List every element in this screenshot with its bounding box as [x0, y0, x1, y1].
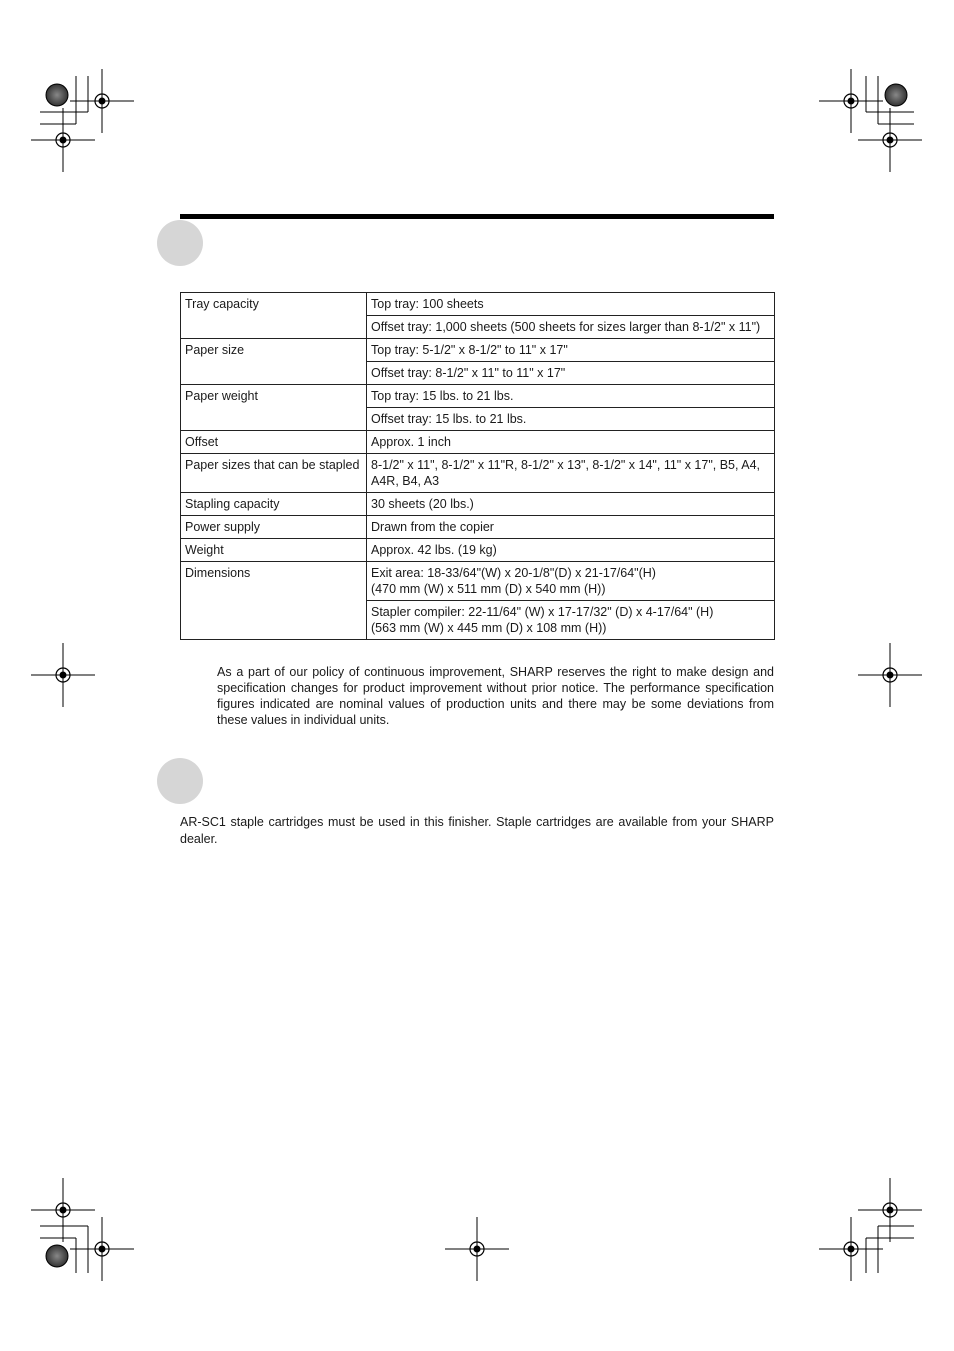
spec-label: Power supply: [181, 516, 367, 539]
spec-label: Offset: [181, 431, 367, 454]
table-row: [181, 293, 775, 316]
spec-value: Offset tray: 1,000 sheets (500 sheets for sizes larger than 8-1/2" x 11"): [367, 316, 775, 339]
spec-value: Offset tray: 8-1/2" x 11" to 11" x 17": [367, 362, 775, 385]
spec-label: Dimensions: [181, 562, 367, 640]
spec-value: Exit area: 18-33/64"(W) x 20-1/8"(D) x 21-17/64"(H) (470 mm (W) x 511 mm (D) x 540 mm (H)): [367, 562, 775, 601]
spec-value: Drawn from the copier: [367, 516, 775, 539]
crop-mark-mid-left: [31, 643, 95, 707]
table-row: [181, 431, 775, 454]
improvement-notice: As a part of our policy of continuous improvement, SHARP reserves the right to make design and specification changes for product improvement without prior notice. The performance specification figures indicated are nominal values of production units and there may be some deviations from these values in individual units.: [217, 665, 774, 727]
staple-cartridge-text: AR-SC1 staple cartridges must be used in this finisher. Staple cartridges are available from your SHARP dealer.: [180, 815, 774, 846]
spec-label: Paper size: [181, 339, 367, 385]
section-marker-staples: [157, 758, 203, 804]
header-rule: [180, 214, 774, 219]
spec-label: Paper weight: [181, 385, 367, 431]
table-row: [181, 385, 775, 408]
table-row: [181, 339, 775, 362]
spec-label: Weight: [181, 539, 367, 562]
table-row: [181, 516, 775, 539]
spec-value: Approx. 1 inch: [367, 431, 775, 454]
section-marker-specifications: [157, 220, 203, 266]
spec-label: Tray capacity: [181, 293, 367, 339]
crop-mark-mid-right: [858, 643, 922, 707]
table-row: [181, 539, 775, 562]
spec-value: Stapler compiler: 22-11/64" (W) x 17-17/32" (D) x 4-17/64" (H) (563 mm (W) x 445 mm (D) x 108 mm (H)): [367, 601, 775, 640]
spec-label: Paper sizes that can be stapled: [181, 454, 367, 493]
table-row: [181, 562, 775, 601]
crop-mark-bottom-center: [445, 1217, 509, 1281]
spec-value: Top tray: 5-1/2" x 8-1/2" to 11" x 17": [367, 339, 775, 362]
spec-label: Stapling capacity: [181, 493, 367, 516]
crop-mark-bottom-right: [819, 1178, 922, 1281]
table-row: [181, 454, 775, 493]
spec-value: Top tray: 100 sheets: [367, 293, 775, 316]
spec-value: 8-1/2" x 11", 8-1/2" x 11"R, 8-1/2" x 13", 8-1/2" x 14", 11" x 17", B5, A4, A4R, B4, A3: [367, 454, 775, 493]
spec-value: Approx. 42 lbs. (19 kg): [367, 539, 775, 562]
crop-mark-top-right: [819, 69, 922, 172]
table-row: [181, 493, 775, 516]
crop-mark-top-left: [31, 69, 134, 172]
spec-value: Offset tray: 15 lbs. to 21 lbs.: [367, 408, 775, 431]
spec-value: Top tray: 15 lbs. to 21 lbs.: [367, 385, 775, 408]
specifications-table: [180, 292, 775, 640]
spec-value: 30 sheets (20 lbs.): [367, 493, 775, 516]
crop-mark-bottom-left: [31, 1178, 134, 1281]
